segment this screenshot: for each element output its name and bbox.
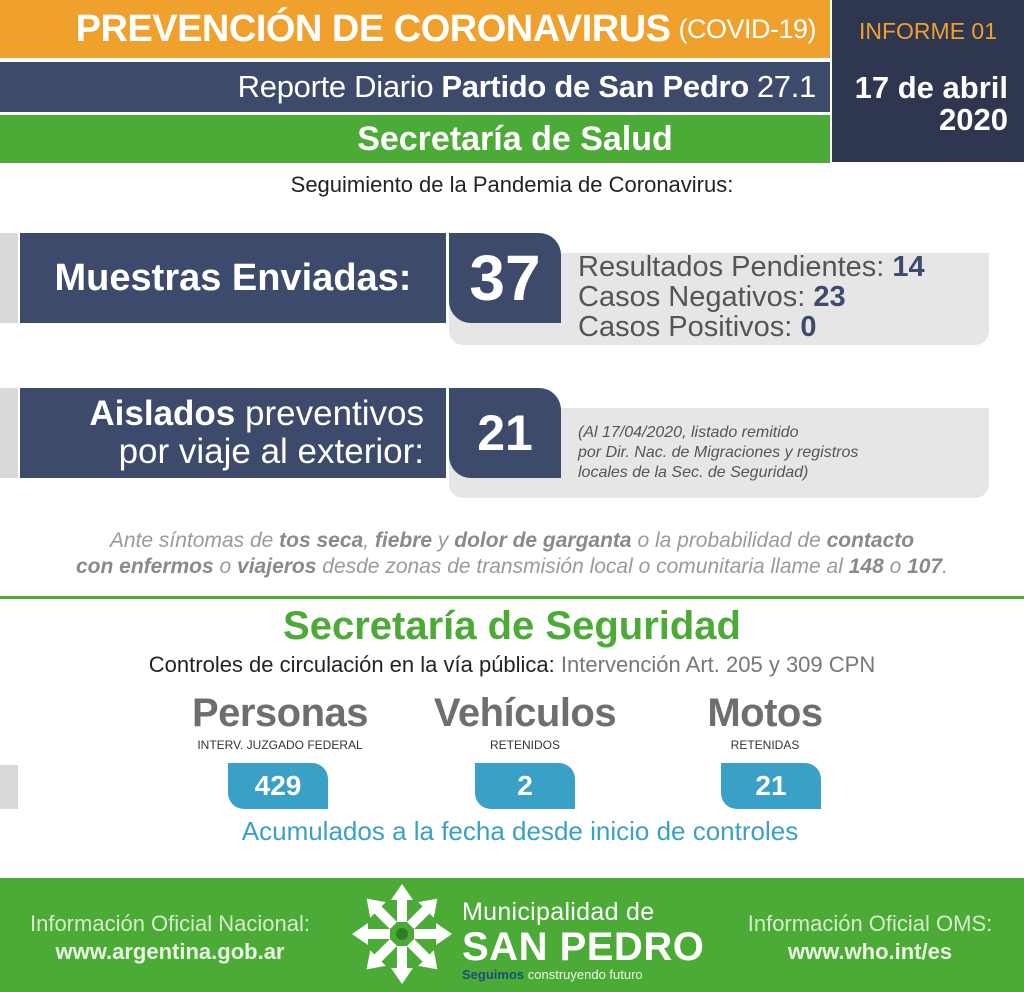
logo-arrow bbox=[391, 884, 413, 922]
negative-value: 23 bbox=[813, 281, 846, 313]
report-prefix: Reporte Diario bbox=[237, 69, 434, 104]
warning-bold: viajeros bbox=[237, 555, 317, 578]
isolated-label-line1 bbox=[89, 395, 424, 433]
security-title: Secretaría de Seguridad bbox=[283, 604, 741, 648]
title-sub: (COVID-19) bbox=[678, 13, 816, 44]
logo-arrow bbox=[352, 923, 390, 945]
date-year: 2020 bbox=[939, 102, 1008, 137]
pending-label: Resultados Pendientes: bbox=[578, 251, 885, 283]
section-divider bbox=[0, 596, 1024, 599]
positive-label: Casos Positivos: bbox=[578, 311, 793, 343]
isolated-count: 21 bbox=[449, 388, 561, 478]
who-link[interactable]: www.who.int/es bbox=[787, 939, 953, 964]
title-main: PREVENCIÓN DE CORONAVIRUS bbox=[75, 7, 671, 50]
positive-row bbox=[578, 312, 925, 342]
gray-edge-decoration bbox=[0, 765, 18, 809]
municipality-line1: Municipalidad de bbox=[462, 898, 655, 926]
report-code: 27.1 bbox=[756, 69, 816, 104]
warning-bold: tos seca bbox=[279, 529, 364, 552]
date-day: 17 de abril bbox=[854, 70, 1008, 105]
who-info bbox=[720, 910, 1020, 966]
municipality-wordmark bbox=[462, 898, 705, 982]
category-personas bbox=[165, 692, 395, 752]
category-vehiculos bbox=[410, 692, 640, 752]
pending-row bbox=[578, 252, 925, 282]
note-line: locales de la Sec. de Seguridad) bbox=[578, 464, 809, 481]
warning-bold: fiebre bbox=[374, 529, 433, 552]
section-subtitle bbox=[0, 172, 1024, 198]
warning-text: desde zonas de transmisión local o comunitaria llame al bbox=[316, 555, 849, 578]
category-sub: RETENIDOS bbox=[489, 738, 560, 752]
controls-detail: Intervención Art. 205 y 309 CPN bbox=[560, 652, 876, 677]
isolated-label-line2: por viaje al exterior: bbox=[118, 432, 424, 471]
municipality-logo-icon bbox=[348, 880, 456, 988]
negative-row bbox=[578, 282, 925, 312]
gray-edge-decoration bbox=[0, 233, 18, 323]
isolated-label-rest: preventivos bbox=[245, 394, 424, 433]
category-name: Personas bbox=[191, 691, 369, 735]
page-title bbox=[0, 0, 830, 58]
isolated-label bbox=[20, 388, 446, 478]
negative-label: Casos Negativos: bbox=[578, 281, 806, 313]
isolated-label-bold: Aislados bbox=[89, 394, 236, 433]
warning-bold: con enfermos bbox=[75, 555, 214, 578]
warning-line1 bbox=[0, 528, 1024, 554]
samples-count: 37 bbox=[449, 233, 561, 323]
warning-text: , bbox=[363, 529, 375, 552]
logo-arrow bbox=[414, 923, 452, 945]
report-line bbox=[0, 62, 830, 112]
warning-bold: contacto bbox=[826, 529, 915, 552]
warning-text: y bbox=[432, 529, 455, 552]
warning-text: Ante síntomas de bbox=[109, 529, 280, 552]
controls-line bbox=[0, 652, 1024, 678]
category-name: Motos bbox=[707, 691, 823, 735]
warning-text: o bbox=[213, 555, 238, 578]
note-line: (Al 17/04/2020, listado remitido bbox=[578, 424, 799, 441]
motos-count: 21 bbox=[721, 763, 821, 809]
report-number: INFORME 01 bbox=[858, 18, 998, 44]
report-place: Partido de San Pedro bbox=[441, 69, 749, 104]
subtitle-text: Seguimiento de la Pandemia de Coronavirus: bbox=[290, 172, 734, 197]
warning-text: o bbox=[883, 555, 908, 578]
controls-label: Controles de circulación en la vía pública: bbox=[148, 652, 555, 677]
national-link[interactable]: www.argentina.gob.ar bbox=[55, 939, 285, 964]
pending-value: 14 bbox=[892, 251, 925, 283]
vehiculos-count: 2 bbox=[475, 763, 575, 809]
category-sub: RETENIDAS bbox=[730, 738, 800, 752]
warning-text: . bbox=[942, 555, 949, 578]
report-date bbox=[832, 72, 1008, 136]
warning-bold: 107 bbox=[907, 555, 943, 578]
personas-count: 429 bbox=[228, 763, 328, 809]
samples-label: Muestras Enviadas: bbox=[20, 233, 446, 323]
positive-value: 0 bbox=[800, 311, 817, 343]
category-name: Vehículos bbox=[433, 691, 617, 735]
warning-bold: 148 bbox=[848, 555, 884, 578]
category-sub: INTERV. JUZGADO FEDERAL bbox=[197, 738, 363, 752]
symptom-warning bbox=[0, 528, 1024, 580]
department-title: Secretaría de Salud bbox=[357, 119, 673, 158]
samples-results bbox=[578, 252, 925, 342]
warning-line2 bbox=[0, 554, 1024, 580]
warning-bold: dolor de garganta bbox=[454, 529, 632, 552]
slogan-bold: Seguimos bbox=[462, 967, 525, 982]
national-info bbox=[10, 910, 330, 966]
municipality-slogan bbox=[462, 967, 692, 982]
warning-text: o la probabilidad de bbox=[631, 529, 827, 552]
who-label: Información Oficial OMS: bbox=[747, 911, 993, 936]
cumulative-note: Acumulados a la fecha desde inicio de controles bbox=[241, 816, 799, 846]
isolated-note bbox=[578, 423, 938, 483]
municipality-line2: SAN PEDRO bbox=[462, 925, 705, 969]
note-line: por Dir. Nac. de Migraciones y registros bbox=[578, 444, 859, 461]
gray-edge-decoration bbox=[0, 388, 18, 478]
category-motos bbox=[650, 692, 880, 752]
slogan-rest: construyendo futuro bbox=[527, 967, 643, 982]
logo-arrow bbox=[391, 946, 413, 984]
national-label: Información Oficial Nacional: bbox=[29, 911, 310, 936]
